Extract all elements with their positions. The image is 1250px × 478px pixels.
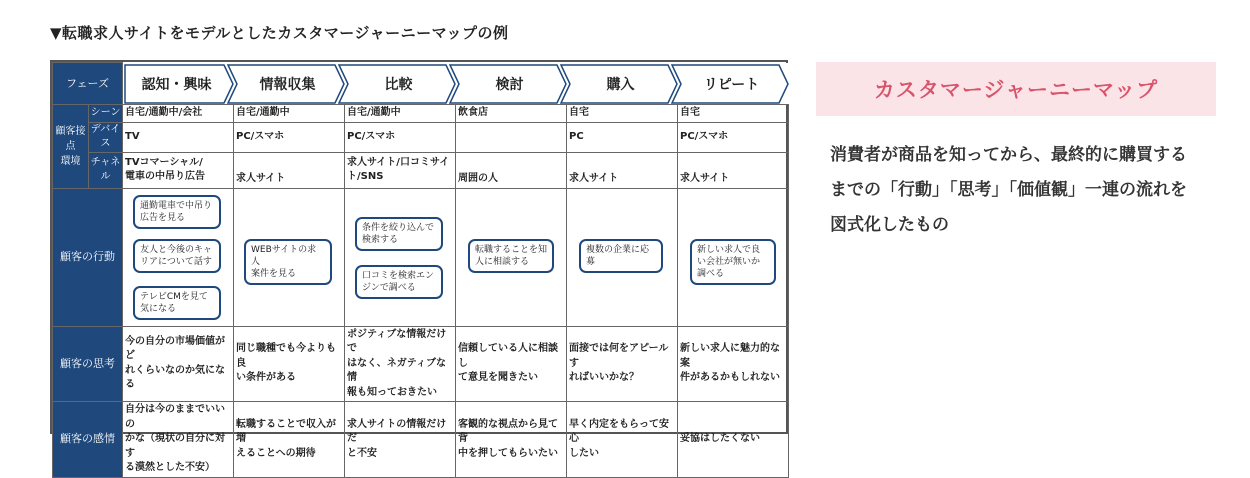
behavior-box: 通勤電車で中吊り 広告を見る	[133, 195, 221, 229]
phase-label: リピート	[703, 76, 760, 93]
emotion-cell: 求人サイトの情報だけだ と不安	[345, 402, 456, 478]
thought-cell: 面接では何をアピールす ればいいかな？	[567, 326, 678, 402]
behavior-cell	[345, 188, 456, 326]
thought-cell: 信頼している人に相談し て意見を聞きたい	[456, 326, 567, 402]
device-cell: PC/スマホ	[234, 122, 345, 152]
behavior-box: WEBサイトの求人 案件を見る	[244, 239, 332, 285]
thought-cell: ポジティブな情報だけで はなく、ネガティブな情 報も知っておきたい	[345, 326, 456, 402]
scene-cell: 自宅/通勤中	[234, 105, 345, 123]
behavior-cell	[456, 188, 567, 326]
channel-label: チャネル	[89, 152, 123, 188]
behavior-box: 条件を絞り込んで 検索する	[355, 217, 443, 251]
emotion-cell: 転職することで収入が増 えることへの期待	[234, 402, 345, 478]
panel-title: カスタマージャーニーマップ	[873, 78, 1159, 102]
phase-arrows	[123, 63, 789, 105]
scene-cell: 自宅	[678, 105, 789, 123]
emotion-cell: 客観的な視点から見て背 中を押してもらいたい	[456, 402, 567, 478]
behavior-box: テレビCMを見て 気になる	[133, 286, 221, 320]
device-cell: PC	[567, 122, 678, 152]
device-cell	[456, 122, 567, 152]
behavior-box: 口コミを検索エン ジンで調べる	[355, 265, 443, 299]
device-cell: PC/スマホ	[345, 122, 456, 152]
thought-cell: 新しい求人に魅力的な案 件があるかもしれない	[678, 326, 789, 402]
channel-cell: 求人サイト	[234, 152, 345, 188]
behavior-label: 顧客の行動	[53, 188, 123, 326]
touchpoint-group-label	[53, 105, 89, 189]
channel-cell: TVコマーシャル/ 電車の中吊り広告	[123, 152, 234, 188]
touchpoint-label-text: 顧客接点 環境	[55, 125, 86, 167]
panel-title-box	[816, 62, 1216, 116]
emotion-label: 顧客の感情	[53, 402, 123, 478]
panel-description: 消費者が商品を知ってから、最終的に購買するまでの「行動」「思考」「価値観」一連の流れを図式化したもの	[830, 145, 1187, 235]
scene-cell: 自宅/通勤中	[345, 105, 456, 123]
channel-cell: 求人サイト/口コミサイ ト/SNS	[345, 152, 456, 188]
behavior-box: 転職することを知 人に相談する	[468, 239, 554, 273]
customer-journey-map-table	[50, 60, 788, 473]
phase-label: 比較	[384, 76, 413, 93]
scene-label: シーン	[89, 105, 123, 123]
device-label: デバイス	[89, 122, 123, 152]
emotion-cell: 早く内定をもらって安心 したい	[567, 402, 678, 478]
behavior-box: 複数の企業に応 募	[579, 239, 663, 273]
device-cell: PC/スマホ	[678, 122, 789, 152]
behavior-cell	[567, 188, 678, 326]
thought-label: 顧客の思考	[53, 326, 123, 402]
phase-label: 購入	[606, 76, 635, 93]
phase-label: 認知・興味	[141, 76, 212, 93]
behavior-cell	[234, 188, 345, 326]
channel-cell: 周囲の人	[456, 152, 567, 188]
phase-label: 検討	[495, 76, 524, 93]
behavior-cell	[678, 188, 789, 326]
emotion-cell: 妥協はしたくない	[678, 402, 789, 478]
device-cell: TV	[123, 122, 234, 152]
channel-cell: 求人サイト	[678, 152, 789, 188]
scene-cell: 自宅	[567, 105, 678, 123]
thought-cell: 同じ職種でも今よりも良 い条件がある	[234, 326, 345, 402]
behavior-box: 新しい求人で良 い会社が無いか 調べる	[690, 239, 776, 285]
behavior-cell	[123, 188, 234, 326]
channel-cell: 求人サイト	[567, 152, 678, 188]
phase-label: 情報収集	[259, 76, 316, 93]
scene-cell: 飲食店	[456, 105, 567, 123]
scene-cell: 自宅/通勤中/会社	[123, 105, 234, 123]
phase-header: フェーズ	[53, 63, 123, 105]
emotion-cell: 自分は今のままでいいの かな（現状の自分に対す る漠然とした不安）	[123, 402, 234, 478]
figure-caption: ▼転職求人サイトをモデルとしたカスタマージャーニーマップの例	[50, 24, 509, 42]
phase-arrow-strip	[123, 63, 789, 105]
thought-cell: 今の自分の市場価値がど れくらいなのか気になる	[123, 326, 234, 402]
behavior-box: 友人と今後のキャ リアについて話す	[133, 239, 221, 273]
